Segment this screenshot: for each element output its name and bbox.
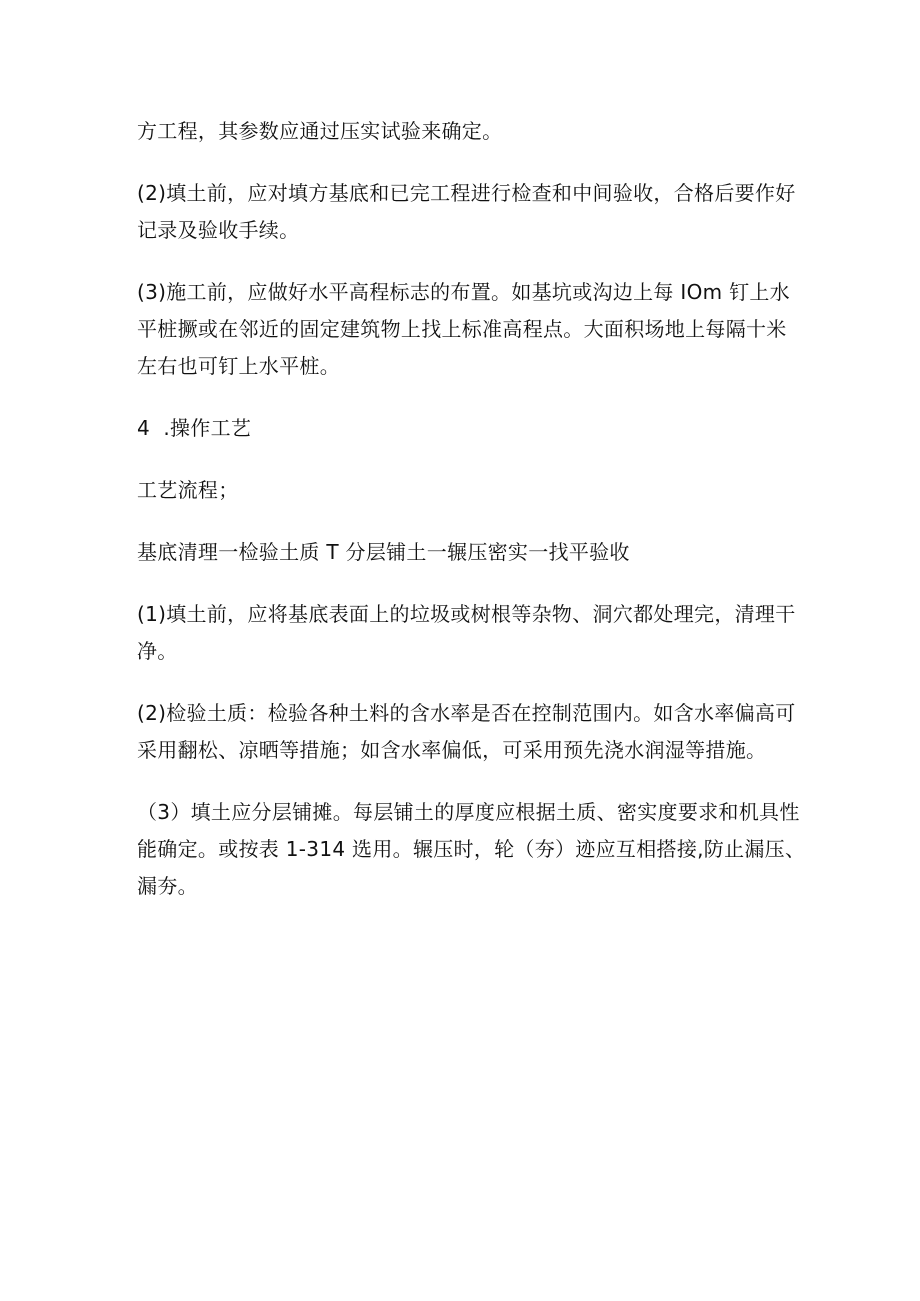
process-flow-sequence [137,534,797,571]
paragraph-step-3-elevation-marks [137,274,797,385]
text-line: 工艺流程； [137,478,239,502]
paragraph-step-3-layered-fill [137,794,806,905]
paragraph-step-2-soil-check [137,695,797,769]
section-heading-operation-process [137,410,797,447]
text-line: (1)填土前，应将基底表面上的垃圾或树根等杂物、洞穴都处理完，清理干 [137,602,796,626]
subheading-process-flow [137,472,797,509]
text-line: 净。 [137,639,178,663]
text-line: （3）填土应分层铺摊。每层铺土的厚度应根据土质、密实度要求和机具性 [137,800,800,824]
text-line: (2)检验土质：检验各种土料的含水率是否在控制范围内。如含水率偏高可 [137,701,796,725]
text-line: 方工程，其参数应通过压实试验来确定。 [137,119,503,143]
text-line: 记录及验收手续。 [137,218,300,242]
text-line: 4 .操作工艺 [137,416,252,440]
paragraph-step-1-base-cleaning [137,596,797,670]
text-line: (2)填土前，应对填方基底和已完工程进行检查和中间验收，合格后要作好 [137,181,796,205]
text-line: 采用翻松、凉晒等措施；如含水率偏低，可采用预先浇水润湿等措施。 [137,738,767,762]
paragraph-compaction-params [137,113,797,150]
document-body [137,113,806,930]
text-line: 平桩撅或在邻近的固定建筑物上找上标准高程点。大面积场地上每隔十米 [137,317,787,341]
text-line: (3)施工前，应做好水平高程标志的布置。如基坑或沟边上每 IOm 钉上水 [137,280,790,304]
text-line: 基底清理一检验土质 T 分层铺土一辗压密实一找平验收 [137,540,630,564]
text-line: 漏夯。 [137,874,198,898]
paragraph-step-2-inspection [137,175,797,249]
text-line: 能确定。或按表 1-314 选用。辗压时，轮（夯）迹应互相搭接,防止漏压、 [137,837,806,861]
text-line: 左右也可钉上水平桩。 [137,354,340,378]
